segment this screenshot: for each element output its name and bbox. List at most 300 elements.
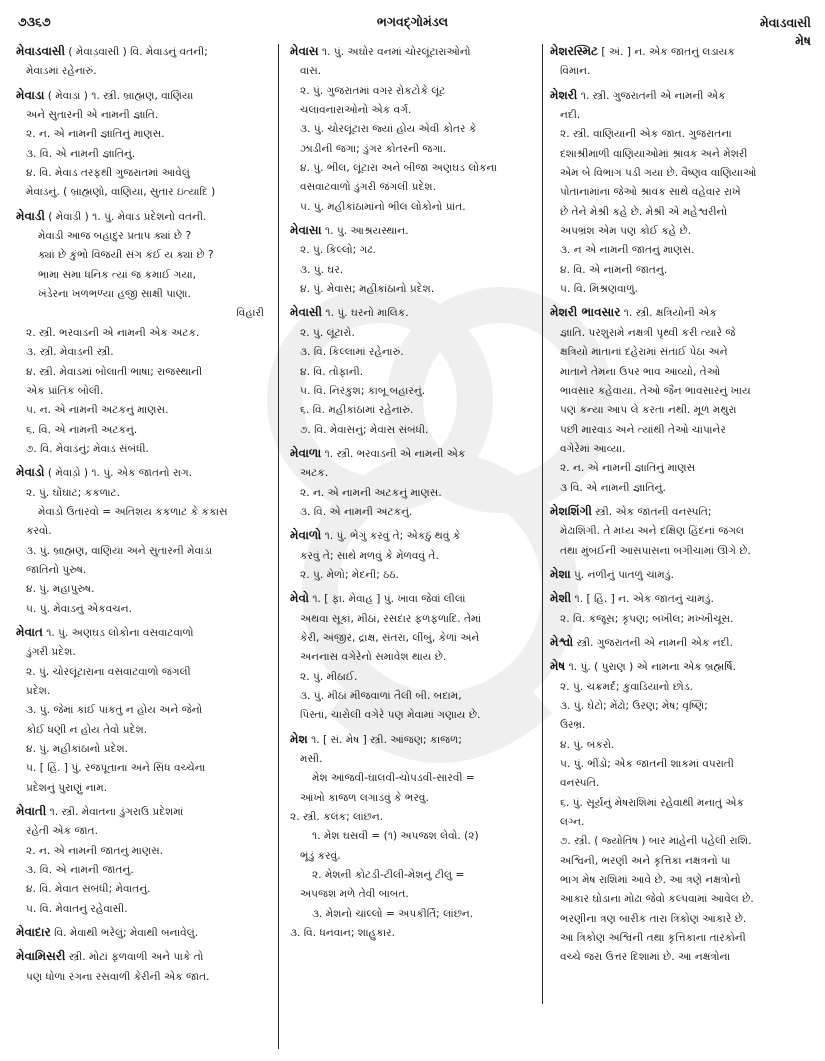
definition-text: ૨. પું. ચોરલૂંટારાના વસવાટવાળો જંગલી bbox=[26, 665, 191, 678]
definition-text: ૨. પું. ઘોંઘાટ; કકળાટ. bbox=[26, 486, 121, 499]
entry-first-line bbox=[550, 565, 812, 585]
headword: મેવાડવાસી bbox=[16, 44, 66, 58]
definition-text: ૧. સ્ત્રી. મેવાતના ડુંગરાઉ પ્રદેશમાં bbox=[49, 806, 184, 819]
definition-text: રહેતી એક જાત. bbox=[26, 825, 98, 838]
definition-text: ૧. સ્ત્રી. ગુજરાતની એ નામની એક bbox=[580, 89, 726, 102]
definition-line bbox=[550, 183, 812, 202]
definition-text: ૫. વિ. નિરંકુશ; કાબૂ બહારનું. bbox=[300, 384, 426, 397]
headword: મેવાડો bbox=[16, 465, 45, 480]
definition-text: ૧. પું. આશ્રયસ્થાન. bbox=[324, 225, 409, 238]
definition-text: ૨. ન. એ નામની અટકનું માણસ. bbox=[300, 486, 442, 499]
definition-line bbox=[16, 880, 270, 899]
entry-first-line bbox=[290, 221, 537, 241]
definition-text: ૩. પું. ઘેટો; મેંઢો; ઉરણ; મેષ; વૃષ્ણિ; bbox=[560, 700, 708, 712]
entry-first-line bbox=[550, 303, 812, 323]
definition-text: જાતિનો પુરુષ. bbox=[26, 563, 87, 576]
definition-text: ૨. પું. લૂંટારો. bbox=[300, 326, 355, 339]
definition-text: ૬. વિ. મહીકાંઠામાં રહેનારું. bbox=[300, 404, 414, 417]
definition-line bbox=[16, 968, 270, 987]
definition-line bbox=[290, 159, 537, 178]
definition-line bbox=[16, 682, 270, 701]
definition-text: ૩. પું. મીઠાં મીજવાળાં તૈલી બી. બદામ, bbox=[300, 690, 462, 702]
definition-line bbox=[290, 261, 537, 280]
definition-line bbox=[550, 421, 812, 440]
entry-first-line bbox=[550, 657, 812, 677]
headword: મેષ bbox=[550, 659, 566, 674]
definition-line bbox=[550, 929, 812, 948]
definition-line bbox=[550, 324, 812, 343]
dictionary-entry bbox=[290, 444, 537, 522]
definition-line bbox=[16, 363, 270, 382]
dictionary-entry bbox=[290, 221, 537, 299]
definition-line bbox=[16, 125, 270, 144]
entry-first-line bbox=[550, 42, 812, 62]
definition-text: ભાગ મેષ રાશિમાં આવે છે. આ ત્રણે નક્ષત્રોનો bbox=[560, 874, 741, 887]
dictionary-entry bbox=[550, 42, 812, 82]
definition-text: મેવાડમાં રહેનારું. bbox=[26, 65, 97, 78]
definition-line bbox=[16, 600, 270, 619]
definition-line bbox=[290, 629, 537, 648]
definition-line bbox=[290, 101, 537, 120]
definition-line bbox=[290, 484, 537, 503]
definition-line bbox=[550, 261, 812, 280]
headword: મેવાદાર bbox=[16, 925, 51, 940]
definition-line bbox=[290, 421, 537, 440]
definition-line bbox=[16, 822, 270, 841]
definition-text: ૩. વિ. કિલ્લામાં રહેનારું. bbox=[300, 346, 404, 359]
definition-line bbox=[550, 678, 812, 697]
column-2 bbox=[290, 42, 537, 947]
page-number: ૭૩૬૭ bbox=[18, 14, 51, 29]
definition-line bbox=[16, 401, 270, 420]
definition-text: ૪. પું. મહીકાંઠાનો પ્રદેશ. bbox=[26, 743, 129, 756]
entry-first-line bbox=[16, 923, 270, 943]
definition-line bbox=[290, 198, 537, 217]
definition-line bbox=[550, 440, 812, 459]
definition-line bbox=[16, 266, 270, 285]
definition-text: અટક. bbox=[300, 467, 329, 480]
definition-line bbox=[290, 241, 537, 260]
definition-line bbox=[16, 484, 270, 503]
definition-line bbox=[550, 401, 812, 420]
guide-word-first: મેવાડવાસી bbox=[759, 15, 811, 30]
definition-text: તથા મુંબઈની આસપાસના બગીચામાં ઊગે છે. bbox=[560, 544, 751, 557]
definition-line bbox=[290, 924, 537, 943]
dictionary-entry bbox=[290, 303, 537, 439]
definition-text: ૫. વિ. મિશ્રણવાળું. bbox=[560, 283, 638, 296]
definition-text: ( મેવાડ઼ા ) ૧. સ્ત્રી. બ્રાહ્મણ, વાણિયા bbox=[47, 89, 194, 102]
dictionary-entry bbox=[290, 730, 537, 944]
headword: મેવાડી bbox=[16, 208, 45, 223]
definition-line bbox=[550, 222, 812, 241]
definition-text: અશ્વિની, ભરણી અને કૃત્તિકા નક્ષત્રનો પા bbox=[560, 854, 731, 867]
definition-line bbox=[550, 736, 812, 755]
definition-line bbox=[290, 847, 537, 866]
headword: મેવાસી bbox=[290, 305, 323, 320]
definition-text: કેરી, અંજીર, દ્રાક્ષ, સંતરા, લીંબું, કેળાં અને bbox=[300, 631, 480, 644]
column-divider bbox=[278, 44, 279, 1049]
definition-line bbox=[16, 304, 270, 323]
definition-line bbox=[290, 324, 537, 343]
definition-text: ૩. મેશનો ચાંલ્લો = અપકીર્તિ; લાંછન. bbox=[312, 907, 474, 920]
definition-line bbox=[290, 808, 537, 827]
definition-line bbox=[550, 610, 812, 629]
definition-text: ક્યાં છે કુંભો વિજયી સંગ કંઈ ય ક્યાં છે ? bbox=[38, 249, 214, 262]
definition-line bbox=[16, 421, 270, 440]
definition-text: ૩. પું. ચોરલૂંટારા જ્યાં હોય એવી કોતર કે bbox=[300, 123, 477, 136]
definition-line bbox=[290, 905, 537, 924]
definition-text: ૨. સ્ત્રી. વાણિયાની એક જાત. ગુજરાતના bbox=[560, 128, 732, 141]
headword: મેશરી ભાવસાર bbox=[550, 305, 621, 320]
definition-text: ( મેવાડ઼ો ) ૧. પું. એક જાતનો રાગ. bbox=[47, 467, 193, 480]
definition-text: ૩. પું. બ્રાહ્મણ, વાણિયા અને સુતારની મેવાડા bbox=[26, 544, 213, 557]
column-divider bbox=[542, 44, 543, 1004]
definition-line bbox=[290, 750, 537, 769]
dictionary-entry bbox=[550, 633, 812, 653]
definition-line bbox=[550, 382, 812, 401]
definition-line bbox=[550, 241, 812, 260]
definition-text: ૨. પું. મેળો; મેદની; ઠઠ. bbox=[300, 568, 399, 581]
definition-line bbox=[16, 106, 270, 125]
dictionary-entry bbox=[550, 565, 812, 585]
definition-line bbox=[550, 363, 812, 382]
definition-line bbox=[290, 610, 537, 629]
headword: મેવાતી bbox=[16, 804, 47, 819]
entry-first-line bbox=[16, 802, 270, 822]
definition-line bbox=[16, 561, 270, 580]
definition-text: ૪. સ્ત્રી. મેવાડમાં બોલાતી ભાષા; રાજસ્થાની bbox=[26, 365, 203, 378]
dictionary-entry bbox=[550, 502, 812, 561]
definition-text: ૩. પું. ઘર. bbox=[300, 263, 344, 276]
definition-text: ભાવસાર કહેવાયા. તેઓ જૈન ભાવસારનું ખાય bbox=[560, 384, 751, 397]
definition-text: ૬. પું. સૂર્યનું મેષરાશિમાં રહેવાથી મનાતું એક bbox=[560, 796, 745, 809]
headword: મેવાળો bbox=[290, 528, 322, 543]
definition-text: ૩. વિ. એ નામની અટકનું. bbox=[300, 505, 413, 518]
definition-text: ૬. વિ. એ નામની અટકનું. bbox=[26, 423, 138, 436]
definition-text: પ્રદેશનું પુરાણું નામ. bbox=[26, 781, 108, 794]
definition-text: વસવાટવાળો ડુંગરી જંગલી પ્રદેશ. bbox=[300, 181, 436, 194]
definition-text: ૩. ન એ નામની જાતનું માણસ. bbox=[560, 244, 695, 257]
definition-line bbox=[290, 62, 537, 81]
definition-line bbox=[16, 542, 270, 561]
definition-text: ( મેવાડ઼વાસી ) વિ. મેવાડનું વતની; bbox=[68, 46, 208, 58]
definition-text: વિ. મેવાથી ભરેલું; મેવાથી બનાવેલું. bbox=[54, 927, 199, 940]
definition-line bbox=[16, 324, 270, 343]
definition-text: ભૂંડું કરવું. bbox=[300, 849, 341, 862]
definition-line bbox=[290, 866, 537, 885]
definition-text: મેવાડનું. ( બ્રાહ્મણો, વાણિયા, સુતાર ઇત્યાદિ ) bbox=[26, 186, 216, 199]
definition-text: ૨. પું. ગુજરાતમાં વગર રોકટોકે લૂંટ bbox=[300, 84, 446, 97]
definition-text: ૪. પું. બકરો. bbox=[560, 738, 615, 751]
definition-text: આકાર ઘોડાના મોઢા જેવો કલ્પવામાં આવેલ છે. bbox=[560, 893, 754, 906]
definition-line bbox=[290, 140, 537, 159]
definition-line bbox=[16, 343, 270, 362]
dictionary-entry bbox=[550, 303, 812, 497]
definition-text: અથવા સૂકાં, મીઠાં, રસદાર ફળફળાદિ. તેમાં bbox=[300, 612, 482, 625]
dictionary-entry bbox=[16, 947, 270, 987]
definition-line bbox=[290, 687, 537, 706]
headword: મેશી bbox=[550, 591, 572, 606]
entry-first-line bbox=[290, 444, 537, 464]
definition-line bbox=[16, 580, 270, 599]
definition-line bbox=[16, 740, 270, 759]
definition-line bbox=[290, 82, 537, 101]
definition-line bbox=[16, 440, 270, 459]
definition-text: વચ્ચે જરા ઉત્તર દિશામાં છે. આ નક્ષત્રોના bbox=[560, 951, 731, 964]
entry-first-line bbox=[16, 86, 270, 106]
definition-line bbox=[16, 164, 270, 183]
definition-text: વિહારી bbox=[236, 307, 264, 320]
definition-line bbox=[16, 503, 270, 522]
entry-first-line bbox=[290, 526, 537, 546]
definition-line bbox=[16, 721, 270, 740]
dictionary-entry bbox=[550, 657, 812, 968]
entry-first-line bbox=[16, 623, 270, 643]
definition-text: દશાશ્રીમાળી વાણિયાઓમાં શ્રાવક અને મેશરી bbox=[560, 147, 748, 160]
definition-text: પોતાનામાંના જેઓ શ્રાવક સાથે વહેવાર રાખે bbox=[560, 186, 741, 199]
definition-line bbox=[290, 178, 537, 197]
definition-text: સ્ત્રી. એક જાતની વનસ્પતિ; bbox=[595, 505, 712, 518]
definition-text: ૧. સ્ત્રી. ક્ષત્રિયોની એક bbox=[623, 307, 717, 320]
entry-first-line bbox=[550, 633, 812, 653]
definition-text: ૩. સ્ત્રી. મેવાડની સ્ત્રી. bbox=[26, 346, 114, 359]
entry-first-line bbox=[16, 947, 270, 967]
definition-text: ૫. પું. મેવાડનું એકવચન. bbox=[26, 602, 133, 615]
definition-line bbox=[290, 382, 537, 401]
entry-first-line bbox=[550, 589, 812, 609]
definition-text: ૧. [ હિં. ] ન. એક જાતનું ચામડું. bbox=[574, 593, 714, 606]
entry-first-line bbox=[16, 42, 270, 62]
definition-text: ૧. પું. અઘોર વનમાં ચોરલૂંટારાઓનો bbox=[321, 46, 471, 58]
dictionary-entry bbox=[290, 42, 537, 217]
definition-line bbox=[16, 285, 270, 304]
definition-text: ૧. પું. ઘરનો માલિક. bbox=[325, 307, 409, 320]
definition-text: મેશ આંજવી-ઘાલવી-ચોપડવી-સારવી = bbox=[312, 772, 475, 785]
dictionary-entry bbox=[290, 526, 537, 585]
definition-line bbox=[290, 827, 537, 846]
definition-text: ૩. વિ. એ નામની જાતનું. bbox=[26, 864, 134, 877]
definition-line bbox=[550, 164, 812, 183]
headword: મેશ્વો bbox=[550, 634, 574, 649]
definition-text: પણ કન્યા આપ લે કરતા નથી. મૂળ મથુરા bbox=[560, 404, 737, 417]
definition-text: વાસ. bbox=[300, 65, 322, 78]
definition-text: ૭. વિ. મેવાડનું; મેવાડ સંબંધી. bbox=[26, 442, 149, 455]
definition-line bbox=[290, 280, 537, 299]
definition-line bbox=[16, 663, 270, 682]
definition-text: ૩ વિ. એ નામની જ્ઞાતિનું. bbox=[560, 481, 666, 494]
entry-first-line bbox=[290, 42, 537, 62]
definition-text: મેવાડો ઉતારવો = અતિશય કકળાટ કે કંકાસ bbox=[38, 505, 228, 518]
headword: મેવામિસરી bbox=[16, 949, 66, 964]
definition-text: ૨. પું. મીઠાઈ. bbox=[300, 670, 358, 683]
definition-text: ૨. વિ. કંજૂસ; કૃપણ; બખીલ; મખ્ખીચૂસ. bbox=[560, 612, 734, 625]
definition-line bbox=[16, 522, 270, 541]
headword: મેવાળા bbox=[290, 445, 322, 460]
entry-first-line bbox=[16, 207, 270, 227]
definition-text: ૪. વિ. મેવાડ તરફથી ગુજરાતમાં આવેલું bbox=[26, 167, 190, 180]
entry-first-line bbox=[290, 303, 537, 323]
definition-text: ૫. [ હિં. ] પું. રજપૂતાના અને સિંધ વચ્ચેના bbox=[26, 762, 206, 775]
definition-text: ૨. ન. એ નામની જાતનું માણસ. bbox=[26, 844, 164, 857]
definition-line bbox=[550, 106, 812, 125]
headword: મેવાડા bbox=[16, 87, 45, 102]
definition-line bbox=[16, 861, 270, 880]
definition-text: પું. નળીનું પાતળું ચામડું. bbox=[574, 568, 674, 581]
dictionary-entry bbox=[550, 589, 812, 629]
definition-line bbox=[16, 779, 270, 798]
definition-text: સ્ત્રી. મોટાં ફળવાળી અને પાકે તો bbox=[68, 951, 204, 964]
definition-text: ૫. પું. ભીંડો; એક જાતની શાકમાં વપરાતી bbox=[560, 758, 734, 771]
definition-text: ૧. મેશ ઘસવી = (૧) અપજશ લેવો. (૨) bbox=[312, 830, 479, 843]
definition-text: ૩. પું. જેમાં કાંઈ પાકતું ન હોય અને જેનો bbox=[26, 704, 203, 717]
headword: મેશ bbox=[290, 731, 308, 746]
definition-line bbox=[550, 755, 812, 774]
definition-line bbox=[550, 871, 812, 890]
definition-line bbox=[290, 343, 537, 362]
definition-line bbox=[16, 701, 270, 720]
dictionary-entry bbox=[16, 623, 270, 798]
definition-line bbox=[550, 832, 812, 851]
definition-text: વિમાન. bbox=[560, 65, 591, 78]
definition-text: વગેરેમાં આવ્યા. bbox=[560, 442, 626, 455]
definition-line bbox=[550, 813, 812, 832]
definition-line bbox=[550, 343, 812, 362]
definition-text: કરવો. bbox=[26, 525, 52, 538]
entry-first-line bbox=[550, 86, 812, 106]
definition-text: અપજશ મળે તેવી બાબત. bbox=[300, 888, 409, 901]
definition-text: ૧. [ સં. મેષ ] સ્ત્રી. આંજણ; કાજળ; bbox=[311, 733, 462, 746]
definition-text: ૪. વિ. મેવાત સંબંધી; મેવાતનું. bbox=[26, 883, 151, 896]
definition-line bbox=[550, 145, 812, 164]
definition-line bbox=[550, 62, 812, 81]
dictionary-entry bbox=[16, 86, 270, 203]
definition-text: ૪. પું. ભીલ, લૂંટારા અને બીજા અણઘડ લોકના bbox=[300, 162, 497, 175]
dictionary-entry bbox=[550, 86, 812, 300]
definition-text: ૩. વિ. ધનવાન; શાહુકાર. bbox=[290, 927, 396, 940]
definition-line bbox=[550, 459, 812, 478]
definition-text: મેઢાશિંગી. તે મધ્ય અને દક્ષિણ હિંદનાં જંગલ bbox=[560, 525, 745, 538]
definition-text: ૩. વિ. એ નામની જ્ઞાતિનું. bbox=[26, 147, 136, 160]
definition-line bbox=[290, 789, 537, 808]
entry-first-line bbox=[290, 589, 537, 609]
definition-text: ( મેવાડ઼ી ) ૧. પું. મેવાડ પ્રદેશનો વતની. bbox=[48, 210, 207, 223]
definition-line bbox=[550, 774, 812, 793]
definition-text: ૧. સ્ત્રી. ભરવાડની એ નામની એક bbox=[324, 447, 466, 460]
definition-text: એક પ્રાંતિક બોલી. bbox=[26, 384, 104, 397]
definition-text: પ્રદેશ. bbox=[26, 685, 51, 697]
definition-text: પિસ્તાં, ચારોલી વગેરે પણ મેવામાં ગણાય છે. bbox=[300, 709, 481, 722]
definition-line bbox=[290, 648, 537, 667]
definition-text: નદી. bbox=[560, 109, 581, 122]
definition-text: માતાને તેમના ઉપર ભાવ આવ્યો, તેઓ bbox=[560, 365, 721, 378]
definition-text: અનનાસ વગેરેનો સમાવેશ થાય છે. bbox=[300, 651, 447, 664]
definition-line bbox=[550, 697, 812, 716]
definition-text: ડુંગરી પ્રદેશ. bbox=[26, 646, 76, 659]
definition-text: એમ બે વિભાગ પડી ગયા છે. વૈષ્ણવ વાણિયાઓ bbox=[560, 167, 757, 180]
definition-text: સ્ત્રી. ગુજરાતની એ નામની એક નદી. bbox=[576, 636, 733, 649]
definition-line bbox=[290, 120, 537, 139]
definition-text: મેવાડી આજ બહાદુર પ્રતાપ ક્યાં છે ? bbox=[38, 230, 192, 243]
definition-text: ૨. સ્ત્રી. કલંક; લાંછન. bbox=[290, 811, 384, 824]
definition-text: ૪. પું. મહાપુરુષ. bbox=[26, 583, 95, 596]
definition-text: ઉરભ્ર. bbox=[560, 719, 586, 732]
definition-line bbox=[290, 401, 537, 420]
definition-line bbox=[16, 227, 270, 246]
definition-text: અને સુતારની એ નામની જ્ઞાતિ. bbox=[26, 109, 159, 122]
definition-line bbox=[290, 363, 537, 382]
definition-line bbox=[16, 759, 270, 778]
definition-text: ૪. વિ. એ નામની જાતનું. bbox=[560, 263, 668, 276]
definition-text: ૧. [ ફા. મેવાહ ] પું. ખાવા જેવાં લીલાં bbox=[312, 593, 466, 606]
definition-line bbox=[290, 668, 537, 687]
definition-text: ૧. પું. અણઘડ લોકોના વસવાટવાળો bbox=[46, 626, 194, 639]
definition-text: આ ત્રિકોણ અશ્વિની તથા કૃત્તિકાના તારકોની bbox=[560, 932, 746, 945]
definition-line bbox=[16, 643, 270, 662]
headword: મેશશિંગી bbox=[550, 503, 592, 518]
definition-text: જ્ઞાતિ. પરશુરામે નક્ષત્રી પૃથ્વી કરી ત્યારે જે bbox=[560, 326, 736, 339]
definition-text: પછી મારવાડ અને ત્યાંથી તેઓ ચાંપાનેર bbox=[560, 423, 726, 436]
dictionary-entry bbox=[290, 589, 537, 725]
definition-text: ૪. વિ. તોફાની. bbox=[300, 365, 364, 378]
headword: મેવાસ bbox=[290, 44, 319, 58]
definition-line bbox=[16, 842, 270, 861]
headword: મેશરી bbox=[550, 87, 578, 102]
definition-text: ૨. પું. કિલ્લો; ગઢ. bbox=[300, 244, 376, 257]
definition-line bbox=[290, 706, 537, 725]
definition-line bbox=[550, 716, 812, 735]
definition-text: ૨. સ્ત્રી. ભરવાડની એ નામની એક અટક. bbox=[26, 326, 200, 339]
definition-line bbox=[550, 794, 812, 813]
definition-text: [ અં. ] ન. એક જાતનું લડાયક bbox=[601, 46, 735, 58]
definition-line bbox=[550, 522, 812, 541]
definition-text: અપભ્રંશ એમ પણ કોઈ કહે છે. bbox=[560, 225, 692, 238]
definition-line bbox=[290, 885, 537, 904]
definition-text: લગ્ન. bbox=[560, 816, 585, 829]
dictionary-entry bbox=[16, 463, 270, 619]
definition-line bbox=[16, 382, 270, 401]
dictionary-title: ભગવદ્ગોમંડલ bbox=[376, 14, 449, 29]
definition-text: આંખો કાજળ લગાડવું કે ભરવું. bbox=[300, 791, 429, 804]
headword: મેવાત bbox=[16, 624, 43, 639]
definition-line bbox=[290, 769, 537, 788]
definition-text: ઝાડીની જગા; ડુંગર કોતરની જગા. bbox=[300, 142, 447, 155]
definition-line bbox=[550, 125, 812, 144]
definition-text: કરવું તે; સાથે મળવું કે મેળવવું તે. bbox=[300, 549, 439, 562]
definition-line bbox=[550, 948, 812, 967]
definition-text: ૧. પું. ( પુરાણ ) એ નામના એક બ્રહ્મર્ષિ. bbox=[568, 661, 736, 674]
definition-text: ૫. ન. એ નામની અટકનું માણસ. bbox=[26, 404, 169, 417]
definition-line bbox=[16, 246, 270, 265]
definition-text: કોઈ ધણી ન હોય તેવો પ્રદેશ. bbox=[26, 723, 148, 736]
definition-text: ૨. ન. એ નામની જ્ઞાતિનું માણસ bbox=[560, 462, 696, 475]
definition-line bbox=[16, 183, 270, 202]
definition-text: ૨. મેશની કોટડી-ટીલી-મેશનું ટીલું = bbox=[312, 869, 465, 882]
definition-text: મસી. bbox=[300, 753, 323, 766]
definition-line bbox=[550, 890, 812, 909]
definition-text: છે તેને મેશ્રી કહે છે. મેશ્રી એ મહેશ્વરીનો bbox=[560, 205, 728, 218]
definition-line bbox=[290, 566, 537, 585]
headword: મેવો bbox=[290, 591, 309, 606]
definition-text: પણ ધોળા રંગના રસવાળી કેરીની એક જાત. bbox=[26, 970, 210, 983]
definition-line bbox=[550, 542, 812, 561]
definition-line bbox=[290, 464, 537, 483]
column-1 bbox=[16, 42, 270, 991]
dictionary-entry bbox=[16, 207, 270, 459]
definition-text: ક્ષત્રિયો માતાનાં દહેરામાં સંતાઈ પેઠા અને bbox=[560, 346, 728, 359]
dictionary-entry bbox=[16, 923, 270, 943]
definition-line bbox=[16, 62, 270, 81]
definition-line bbox=[16, 900, 270, 919]
